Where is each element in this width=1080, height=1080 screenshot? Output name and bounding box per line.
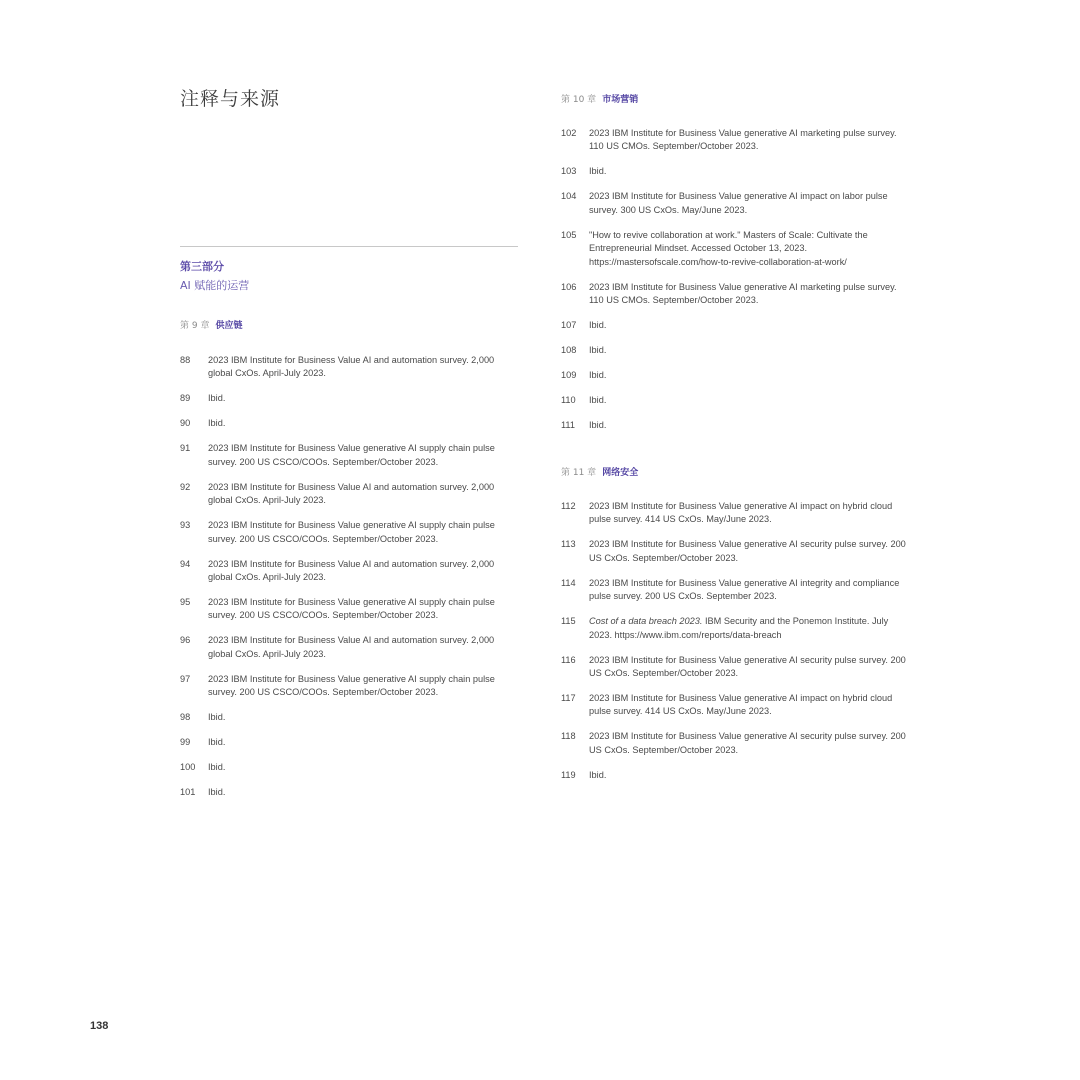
note-number: 95 xyxy=(180,597,191,608)
note-text: 2023 IBM Institute for Business Value generative AI impact on labor pulse survey. 300 US CxOs. May/June 2023. xyxy=(589,191,888,215)
note-number: 111 xyxy=(561,420,575,431)
note-item xyxy=(561,500,906,527)
note-item xyxy=(180,519,510,546)
note-text: Ibid. xyxy=(589,345,607,356)
note-text: 2023 IBM Institute for Business Value generative AI supply chain pulse survey. 200 US CSCO/COOs. September/October 2023. xyxy=(208,520,495,544)
chapter-prefix: 第 11 章 xyxy=(561,468,597,478)
note-number: 108 xyxy=(561,345,577,356)
note-item xyxy=(180,354,510,381)
note-item xyxy=(561,344,906,357)
note-number: 102 xyxy=(561,128,577,138)
note-number: 115 xyxy=(561,616,576,627)
note-item xyxy=(561,654,906,681)
chapter-9-notes xyxy=(180,354,510,811)
chapter-11-heading xyxy=(561,465,638,478)
note-text: 2023 IBM Institute for Business Value generative AI supply chain pulse survey. 200 US CSCO/COOs. September/October 2023. xyxy=(208,443,495,467)
note-text: "How to revive collaboration at work." Masters of Scale: Cultivate the Entrepreneurial Mindset. Accessed October 13, 2023. https://mastersofscale.com/how-to-revive-collaboration-at-work/ xyxy=(589,229,868,267)
note-text: 2023 IBM Institute for Business Value AI and automation survey. 2,000 global CxOs. April-July 2023. xyxy=(208,558,495,583)
note-item xyxy=(561,165,906,178)
note-text: Ibid. xyxy=(208,418,226,429)
note-item xyxy=(561,615,906,642)
note-number: 118 xyxy=(561,731,576,742)
note-number: 101 xyxy=(180,787,196,798)
part-heading xyxy=(180,258,249,293)
note-item xyxy=(561,127,906,154)
note-text: Ibid. xyxy=(208,393,226,404)
note-number: 93 xyxy=(180,520,191,531)
chapter-name: 供应链 xyxy=(215,321,243,331)
part-label: 第三部分 xyxy=(180,260,224,273)
chapter-10-notes xyxy=(561,127,906,444)
note-text: 2023 IBM Institute for Business Value generative AI security pulse survey. 200 US CxOs. September/October 2023. xyxy=(589,731,906,755)
note-text: 2023 IBM Institute for Business Value generative AI impact on hybrid cloud pulse survey. 414 US CxOs. May/June 2023. xyxy=(589,693,893,717)
note-text-rest: IBM Security and the Ponemon Institute. July 2023. https://www.ibm.com/reports/data-breach xyxy=(589,616,889,640)
note-item xyxy=(561,692,906,719)
note-text: 2023 IBM Institute for Business Value generative AI security pulse survey. 200 US CxOs. September/October 2023. xyxy=(589,654,906,679)
note-item xyxy=(561,769,906,782)
note-text: 2023 IBM Institute for Business Value AI and automation survey. 2,000 global CxOs. April-July 2023. xyxy=(208,355,495,379)
note-number: 114 xyxy=(561,577,576,588)
note-item xyxy=(561,419,906,432)
note-item xyxy=(561,190,906,217)
note-item xyxy=(561,319,906,332)
note-text: 2023 IBM Institute for Business Value generative AI integrity and compliance pulse survey. 200 US CxOs. September 2023. xyxy=(589,577,900,602)
note-number: 116 xyxy=(561,654,576,665)
note-number: 107 xyxy=(561,320,577,331)
note-item xyxy=(180,673,510,700)
note-item xyxy=(180,786,510,799)
note-item xyxy=(561,730,906,757)
note-number: 112 xyxy=(561,501,576,511)
note-item xyxy=(180,761,510,774)
note-number: 113 xyxy=(561,539,576,550)
note-number: 92 xyxy=(180,481,191,492)
note-item xyxy=(180,736,510,749)
section-divider xyxy=(180,246,518,247)
note-text: Ibid. xyxy=(589,370,607,381)
note-text: 2023 IBM Institute for Business Value generative AI marketing pulse survey. 110 US CMOs. September/October 2023. xyxy=(589,281,897,306)
note-number: 104 xyxy=(561,191,577,202)
note-number: 110 xyxy=(561,395,576,406)
note-number: 100 xyxy=(180,762,196,773)
note-italic-title: Cost of a data breach 2023. xyxy=(589,616,703,627)
note-text: 2023 IBM Institute for Business Value generative AI marketing pulse survey. 110 US CMOs. September/October 2023. xyxy=(589,128,897,152)
note-text: 2023 IBM Institute for Business Value generative AI impact on hybrid cloud pulse survey. 414 US CxOs. May/June 2023. xyxy=(589,501,893,525)
note-text: Ibid. xyxy=(589,769,607,780)
note-number: 106 xyxy=(561,281,577,292)
chapter-name: 市场营销 xyxy=(602,95,639,105)
note-item xyxy=(180,711,510,724)
chapter-prefix: 第 9 章 xyxy=(180,321,210,331)
note-number: 117 xyxy=(561,693,576,704)
note-number: 99 xyxy=(180,737,191,748)
note-number: 97 xyxy=(180,673,191,684)
note-number: 89 xyxy=(180,393,191,404)
page-title: 注释与来源 xyxy=(180,88,281,110)
note-number: 109 xyxy=(561,370,577,381)
chapter-10-heading xyxy=(561,92,638,105)
note-text xyxy=(589,615,906,642)
note-number: 88 xyxy=(180,355,191,365)
chapter-9-heading xyxy=(180,318,242,331)
note-item xyxy=(561,229,906,269)
note-text: Ibid. xyxy=(208,712,226,723)
note-text: Ibid. xyxy=(589,166,607,177)
note-item xyxy=(180,558,510,585)
page-number: 138 xyxy=(90,1020,109,1032)
note-text: 2023 IBM Institute for Business Value generative AI supply chain pulse survey. 200 US CSCO/COOs. September/October 2023. xyxy=(208,673,495,698)
note-text: Ibid. xyxy=(589,395,607,406)
note-item xyxy=(561,538,906,565)
note-number: 103 xyxy=(561,166,577,177)
note-text: 2023 IBM Institute for Business Value generative AI security pulse survey. 200 US CxOs. September/October 2023. xyxy=(589,539,906,563)
note-text: 2023 IBM Institute for Business Value AI and automation survey. 2,000 global CxOs. April-July 2023. xyxy=(208,481,495,506)
note-item xyxy=(561,577,906,604)
note-item xyxy=(180,596,510,623)
note-number: 94 xyxy=(180,558,191,569)
note-text: 2023 IBM Institute for Business Value generative AI supply chain pulse survey. 200 US CSCO/COOs. September/October 2023. xyxy=(208,597,495,621)
note-item xyxy=(561,369,906,382)
note-text: Ibid. xyxy=(589,420,607,431)
note-text: 2023 IBM Institute for Business Value AI and automation survey. 2,000 global CxOs. April-July 2023. xyxy=(208,635,495,659)
note-number: 91 xyxy=(180,443,191,454)
part-subtitle: AI 赋能的运营 xyxy=(180,279,250,292)
note-number: 96 xyxy=(180,635,191,646)
note-item xyxy=(561,394,906,407)
chapter-11-notes xyxy=(561,500,906,794)
note-number: 98 xyxy=(180,712,191,723)
chapter-name: 网络安全 xyxy=(602,468,639,478)
note-text: Ibid. xyxy=(208,737,226,748)
note-text: Ibid. xyxy=(589,320,607,331)
note-text: Ibid. xyxy=(208,787,226,798)
note-item xyxy=(180,392,510,405)
note-item xyxy=(561,281,906,308)
note-item xyxy=(180,481,510,508)
note-text: Ibid. xyxy=(208,762,226,773)
note-number: 105 xyxy=(561,229,577,240)
note-number: 90 xyxy=(180,418,191,429)
note-number: 119 xyxy=(561,769,576,780)
note-item xyxy=(180,442,510,469)
chapter-prefix: 第 10 章 xyxy=(561,95,597,105)
note-item xyxy=(180,634,510,661)
note-item xyxy=(180,417,510,430)
